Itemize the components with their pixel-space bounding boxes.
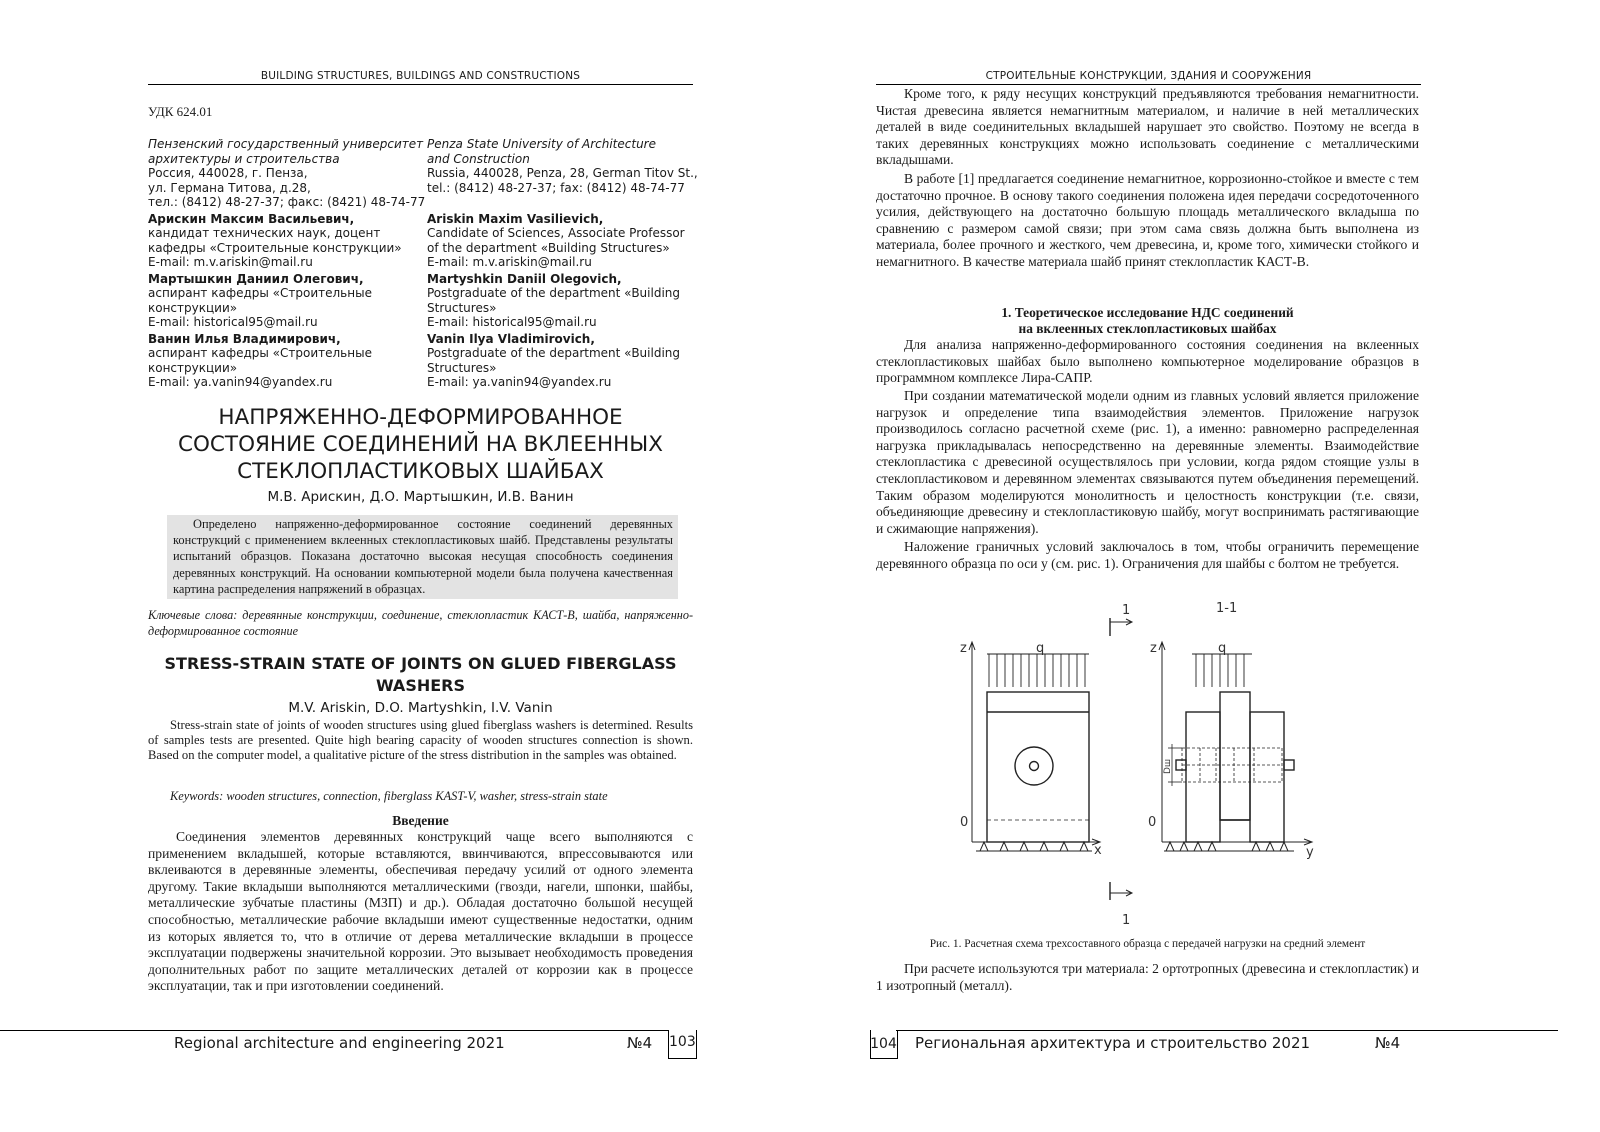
author-email: E-mail: m.v.ariskin@mail.ru bbox=[427, 255, 592, 269]
author-name: Мартышкин Даниил Олегович, bbox=[148, 271, 364, 286]
load-label: q bbox=[1036, 641, 1045, 656]
paragraph: В работе [1] предлагается соединение немагнитное, коррозионно-стойкое и вместе с тем достаточно прочное. В основу такого соединения положена идея передачи сосредоточенного усилия, действующего на достаточно большую площадь металлического вкладыша по сравнению с размером самой связи; при этом сама связь должна быть выполнена из материала, более прочного и жесткого, чем древесина, и, кроме того, химически стойкого и немагнитного. В качестве материала шайб принят стеклопластик КАСТ-В. bbox=[876, 171, 1419, 269]
author-info: Candidate of Sciences, Associate Professor bbox=[427, 226, 685, 240]
address-line: ул. Германа Титова, д.28, bbox=[148, 180, 311, 195]
address-line: tel.: (8412) 48-27-37; fax: (8412) 48-74-77 bbox=[427, 180, 685, 195]
paragraph: Кроме того, к ряду несущих конструкций предъявляются требования немагнитности. Чистая древесина является немагнитным материалом, и наличие в ней металлических деталей в виде соединительных вкладышей нарушает это свойство. Поэтому не всегда в таких деревянных конструкциях можно использовать соединение с металлическими вкладышами. bbox=[876, 86, 1419, 168]
author-info: аспирант кафедры «Строительные bbox=[148, 286, 372, 300]
x-axis-label: x bbox=[1094, 843, 1102, 858]
abstract-en: Stress-strain state of joints of wooden structures using glued fiberglass washers is determined. Results of samples tests are presented. Quite high bearing capacity of wooden structures connection is shown. Based on the computer model, a qualitative picture of the stress distribution in the samples was obtained. bbox=[148, 718, 693, 763]
title-line: НАПРЯЖЕННО-ДЕФОРМИРОВАННОЕ bbox=[218, 405, 623, 430]
author-name: Ванин Илья Владимирович, bbox=[148, 331, 341, 346]
z-axis-label: z bbox=[960, 641, 967, 656]
header-rule bbox=[876, 84, 1421, 85]
address-line: Russia, 440028, Penza, 28, German Titov St., bbox=[427, 166, 698, 180]
author-name: Vanin Ilya Vladimirovich, bbox=[427, 331, 595, 346]
author-name: Ariskin Maxim Vasilievich, bbox=[427, 211, 604, 226]
side-element-right bbox=[1250, 712, 1284, 842]
affiliation-en bbox=[427, 137, 697, 390]
washer-circle bbox=[1015, 747, 1053, 785]
middle-element bbox=[1220, 692, 1250, 820]
section-mark-label: 1 bbox=[1122, 603, 1131, 618]
origin-label: 0 bbox=[960, 815, 969, 830]
title-line: СТЕКЛОПЛАСТИКОВЫХ ШАЙБАХ bbox=[237, 459, 604, 484]
institution-line: Пензенский государственный университет bbox=[148, 137, 424, 151]
footer-journal: Региональная архитектура и строительство 2021 bbox=[915, 1034, 1311, 1052]
author-info: конструкции» bbox=[148, 360, 238, 375]
footer-journal: Regional architecture and engineering 2021 bbox=[174, 1034, 505, 1052]
paragraph: При расчете используются три материала: 2 ортотропных (древесина и стеклопластик) и 1 изотропный (металл). bbox=[876, 961, 1419, 993]
address-line: тел.: (8412) 48-27-37; факс: (8421) 48-74-77 bbox=[148, 195, 426, 209]
section-mark-label: 1 bbox=[1122, 913, 1131, 928]
section-title: 1-1 bbox=[1216, 601, 1238, 616]
author-name: Martyshkin Daniil Olegovich, bbox=[427, 271, 622, 286]
running-head: СТРОИТЕЛЬНЫЕ КОНСТРУКЦИИ, ЗДАНИЯ И СООРУЖЕНИЯ bbox=[985, 70, 1312, 82]
author-email: E-mail: historical95@mail.ru bbox=[148, 315, 318, 329]
supports-left bbox=[976, 842, 1092, 851]
washers-dashed bbox=[1182, 748, 1282, 782]
author-info: кафедры «Строительные конструкции» bbox=[148, 240, 402, 255]
article-title-ru bbox=[148, 404, 693, 485]
bolt-head-right bbox=[1284, 760, 1294, 770]
design-scheme-figure bbox=[960, 592, 1340, 932]
load-label: q bbox=[1218, 641, 1227, 656]
article-title-en bbox=[148, 653, 693, 697]
author-email: E-mail: m.v.ariskin@mail.ru bbox=[148, 255, 313, 269]
keywords-en: Keywords: wooden structures, connection, fiberglass KAST-V, washer, stress-strain state bbox=[170, 789, 608, 803]
z-axis-label: z bbox=[1150, 641, 1157, 656]
author-info: Structures» bbox=[427, 360, 497, 375]
title-line: STRESS-STRAIN STATE OF JOINTS ON GLUED FIBERGLASS bbox=[164, 654, 677, 673]
page-number: 104 bbox=[870, 1036, 897, 1052]
address-line: Россия, 440028, г. Пенза, bbox=[148, 166, 308, 180]
institution-line: and Construction bbox=[427, 151, 530, 166]
author-info: Postgraduate of the department «Building bbox=[427, 286, 680, 300]
header-rule bbox=[148, 84, 693, 85]
udk: УДК 624.01 bbox=[148, 104, 213, 119]
footer-rule bbox=[896, 1030, 1558, 1031]
paragraph: Для анализа напряженно-деформированного состояния соединения на вклеенных стеклопластиковых шайбах было выполнено компьютерное моделирование образцов в программном комплексе Лира-САПР. bbox=[876, 337, 1419, 386]
title-line: СОСТОЯНИЕ СОЕДИНЕНИЙ НА ВКЛЕЕННЫХ bbox=[177, 432, 664, 457]
author-email: E-mail: historical95@mail.ru bbox=[427, 315, 597, 329]
keywords-ru: Ключевые слова: деревянные конструкции, соединение, стеклопластик КАСТ-В, шайба, напряженно-деформированное состояние bbox=[148, 608, 693, 638]
author-info: of the department «Building Structures» bbox=[427, 240, 670, 255]
authors-line-ru: М.В. Арискин, Д.О. Мартышкин, И.В. Ванин bbox=[267, 489, 574, 505]
running-head: BUILDING STRUCTURES, BUILDINGS AND CONSTRUCTIONS bbox=[260, 70, 581, 82]
title-line: WASHERS bbox=[376, 676, 465, 695]
affiliation-ru bbox=[148, 137, 426, 390]
figure-caption: Рис. 1. Расчетная схема трехсоставного образца с передачей нагрузки на средний элемент bbox=[929, 938, 1366, 950]
footer-issue: №4 bbox=[1375, 1034, 1401, 1052]
load-arrows bbox=[989, 654, 1085, 687]
author-info: Postgraduate of the department «Building bbox=[427, 346, 680, 360]
author-info: конструкции» bbox=[148, 300, 238, 315]
author-email: E-mail: ya.vanin94@yandex.ru bbox=[148, 375, 333, 389]
abstract-ru: Определено напряженно-деформированное состояние соединений деревянных конструкций с применением вклеенных стеклопластиковых шайб. Представлены результаты испытаний образцов. Показана достаточно высокая несущая способность соединения деревянных конструкций. На основании компьютерной модели была получена качественная картина распределения напряжений в образцах. bbox=[167, 515, 678, 599]
origin-label: 0 bbox=[1148, 815, 1157, 830]
section-heading bbox=[876, 305, 1419, 338]
load-arrows bbox=[1196, 654, 1244, 687]
author-name: Арискин Максим Васильевич, bbox=[148, 211, 355, 226]
section-heading-line: на вклеенных стеклопластиковых шайбах bbox=[1018, 321, 1277, 337]
bolt-circle bbox=[1030, 762, 1039, 771]
paragraph: При создании математической модели одним из главных условий является приложение нагрузок и определение типа взаимодействия элементов. Приложение нагрузок производилось согласно расчетной схеме (рис. 1), а именно: равномерно распределенная нагрузка прикладывалась непосредственно на деревянные элементы. Взаимодействие стеклопластика с древесиной осуществлялось при условии, когда рядом стоящие узлы в стеклопластиковом и деревянном элементах связываются путем объединения перемещений. Таким образом моделируются монолитность и целостность конструкции (т.е. связи, объединяющие древесину и стеклопластиковую шайбу, могут воспринимать растягивающие и сжимающие напряжения). bbox=[876, 388, 1419, 536]
institution-line: архитектуры и строительства bbox=[148, 151, 340, 166]
section-heading-line: 1. Теоретическое исследование НДС соединений bbox=[1001, 305, 1294, 320]
supports-right bbox=[1164, 842, 1294, 851]
author-info: кандидат технических наук, доцент bbox=[148, 226, 381, 240]
authors-line-en: M.V. Ariskin, D.O. Martyshkin, I.V. Vanin bbox=[288, 700, 553, 716]
y-axis-label: y bbox=[1306, 845, 1314, 860]
institution-line: Penza State University of Architecture bbox=[427, 137, 656, 151]
side-element-left bbox=[1186, 712, 1220, 842]
page-number: 103 bbox=[669, 1034, 696, 1050]
footer-rule bbox=[0, 1030, 668, 1031]
right-page bbox=[800, 0, 1600, 1132]
author-info: аспирант кафедры «Строительные bbox=[148, 346, 372, 360]
footer-issue: №4 bbox=[627, 1034, 653, 1052]
intro-paragraph: Соединения элементов деревянных конструкций чаще всего выполняются с применением вкладышей, которые вставляются, ввинчиваются, впрессовываются или вклеиваются в деревянные элементы, обеспечивая передачу усилий от одного элемента другому. Такие вкладыши выполняются металлическими (гвозди, нагели, шпонки, шайбы, металлические зубчатые пластины (МЗП) и др.). Обладая достаточно большой несущей способностью, металлические рабочие вкладыши имеют существенные недостатки, одним из которых является то, что в отличие от дерева металлические вкладыши в процессе эксплуатации подвержены значительной коррозии. Это вызывает необходимость проведения дополнительных работ по защите металлических деталей от коррозии как в процессе эксплуатации, так и при изготовлении соединений. bbox=[148, 829, 693, 994]
author-info: Structures» bbox=[427, 300, 497, 315]
dimension-label: Dш bbox=[1163, 758, 1173, 774]
paragraph: Наложение граничных условий заключалось в том, чтобы ограничить перемещение деревянного образца по оси y (см. рис. 1). Ограничения для шайбы с болтом не требуется. bbox=[876, 539, 1419, 571]
section-heading: Введение bbox=[392, 813, 449, 828]
author-email: E-mail: ya.vanin94@yandex.ru bbox=[427, 375, 612, 389]
